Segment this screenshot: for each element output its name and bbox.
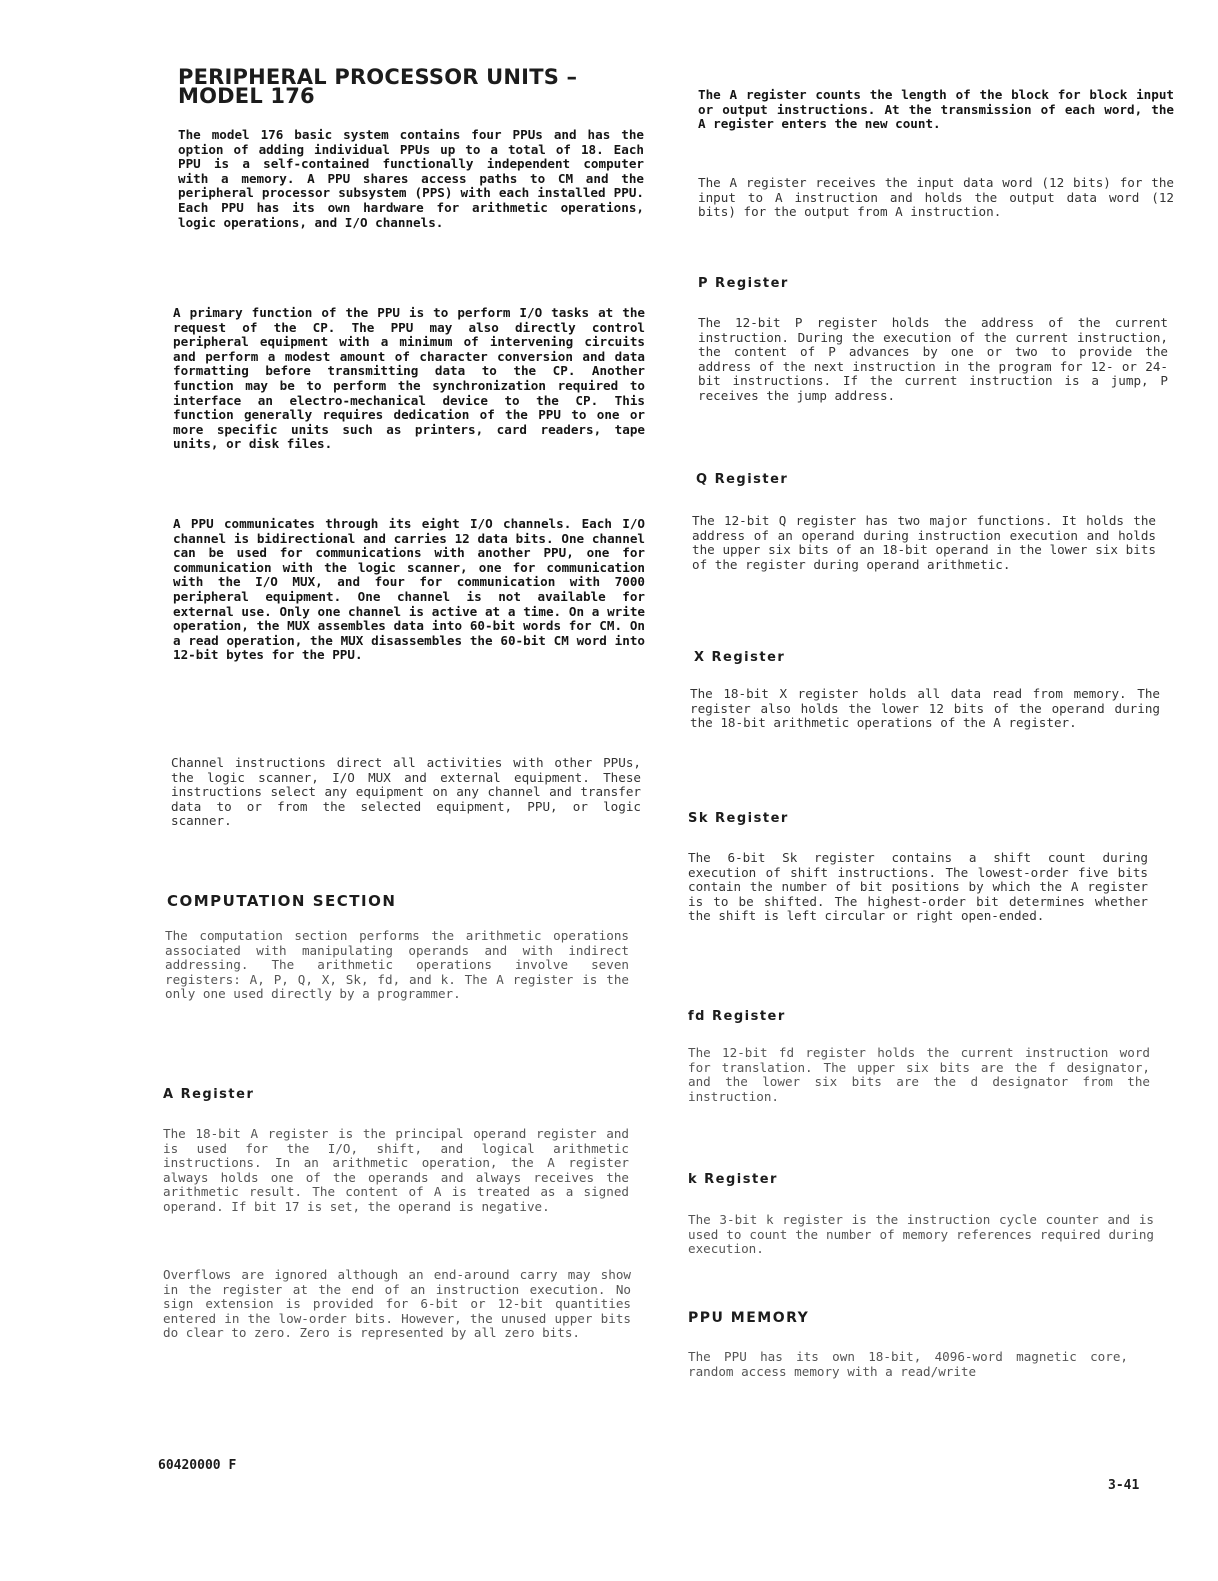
x-register-heading: X Register [694, 650, 786, 665]
intro-paragraph-1: The model 176 basic system contains four PPUs and has the option of adding individual PPUs up to a total of 18. Each PPU is a self-contained functionally independent computer with a memory. A PPU shares access paths to CM and the peripheral processor subsystem (PPS) with each installed PPU. Each PPU has its own hardware for arithmetic operations, logic operations, and I/O channels. [178, 127, 644, 230]
computation-section-heading: COMPUTATION SECTION [167, 892, 397, 910]
fd-register-heading: fd Register [688, 1009, 786, 1024]
ppu-memory-heading: PPU MEMORY [688, 1310, 810, 1326]
document-number: 60420000 F [158, 1458, 237, 1473]
intro-paragraph-4: Channel instructions direct all activities with other PPUs, the logic scanner, I/O MUX and external equipment. These instructions select any equipment on any channel and transfer data to or from the selected equipment, PPU, or logic scanner. [171, 755, 641, 829]
sk-register-paragraph: The 6-bit Sk register contains a shift count during execution of shift instructions. The lowest-order five bits contain the number of bit positions by which the A register is to be shifted. The highest-order bit determines whether the shift is left circular or right open-ended. [688, 850, 1148, 924]
k-register-paragraph: The 3-bit k register is the instruction cycle counter and is used to count the number of memory references required during execution. [688, 1212, 1154, 1257]
computation-paragraph: The computation section performs the arithmetic operations associated with manipulating operands and with indirect addressing. The arithmetic operations involve seven registers: A, P, Q, X, Sk, fd, and k. The A register is the only one used directly by a programmer. [165, 928, 629, 1002]
fd-register-paragraph: The 12-bit fd register holds the current instruction word for translation. The upper six bits are the f designator, and the lower six bits are the d designator from the instruction. [688, 1045, 1150, 1104]
a-register-paragraph-1: The 18-bit A register is the principal operand register and is used for the I/O, shift, and logical arithmetic instructions. In an arithmetic operation, the A register always holds one of the operands and always receives the arithmetic result. The content of A is treated as a signed operand. If bit 17 is set, the operand is negative. [163, 1126, 629, 1214]
intro-paragraph-3: A PPU communicates through its eight I/O channels. Each I/O channel is bidirectional and carries 12 data bits. One channel can be used for communications with another PPU, one for communication with the logic scanner, one for communication with the I/O MUX, and four for communication with 7000 peripheral equipment. One channel is not available for external use. Only one channel is active at a time. On a write operation, the MUX assembles data into 60-bit words for CM. On a read operation, the MUX disassembles the 60-bit CM word into 12-bit bytes for the PPU. [173, 516, 645, 663]
a-register-cont-paragraph-1: The A register counts the length of the block for block input or output instructions. At the transmission of each word, the A register enters the new count. [698, 87, 1174, 132]
page-title: PERIPHERAL PROCESSOR UNITS – MODEL 176 [178, 65, 578, 108]
a-register-cont-paragraph-2: The A register receives the input data word (12 bits) for the input to A instruction and holds the output data word (12 bits) for the output from A instruction. [698, 175, 1174, 220]
a-register-heading: A Register [163, 1087, 255, 1102]
sk-register-heading: Sk Register [688, 811, 789, 826]
k-register-heading: k Register [688, 1172, 778, 1187]
a-register-paragraph-2: Overflows are ignored although an end-around carry may show in the register at the end of an instruction execution. No sign extension is provided for 6-bit or 12-bit quantities entered in the low-order bits. However, the unused upper bits do clear to zero. Zero is represented by all zero bits. [163, 1267, 631, 1341]
q-register-paragraph: The 12-bit Q register has two major functions. It holds the address of an operand during instruction execution and holds the upper six bits of an 18-bit operand in the lower six bits of the register during operand arithmetic. [692, 513, 1156, 572]
p-register-heading: P Register [698, 276, 789, 291]
p-register-paragraph: The 12-bit P register holds the address of the current instruction. During the execution of the current instruction, the content of P advances by one or two to provide the address of the next instruction in the program for 12- or 24-bit instructions. If the current instruction is a jump, P receives the jump address. [698, 315, 1168, 403]
ppu-memory-paragraph: The PPU has its own 18-bit, 4096-word magnetic core, random access memory with a read/write [688, 1349, 1128, 1379]
intro-paragraph-2: A primary function of the PPU is to perform I/O tasks at the request of the CP. The PPU may also directly control peripheral equipment with a minimum of intervening circuits and perform a modest amount of character conversion and data formatting before transmitting data to the CP. Another function may be to perform the synchronization required to interface an electro-mechanical device to the CP. This function generally requires dedication of the PPU to one or more specific units such as printers, card readers, tape units, or disk files. [173, 305, 645, 452]
x-register-paragraph: The 18-bit X register holds all data read from memory. The register also holds the lower 12 bits of the operand during the 18-bit arithmetic operations of the A register. [690, 686, 1160, 731]
q-register-heading: Q Register [696, 472, 789, 487]
page-number: 3-41 [1108, 1478, 1140, 1493]
